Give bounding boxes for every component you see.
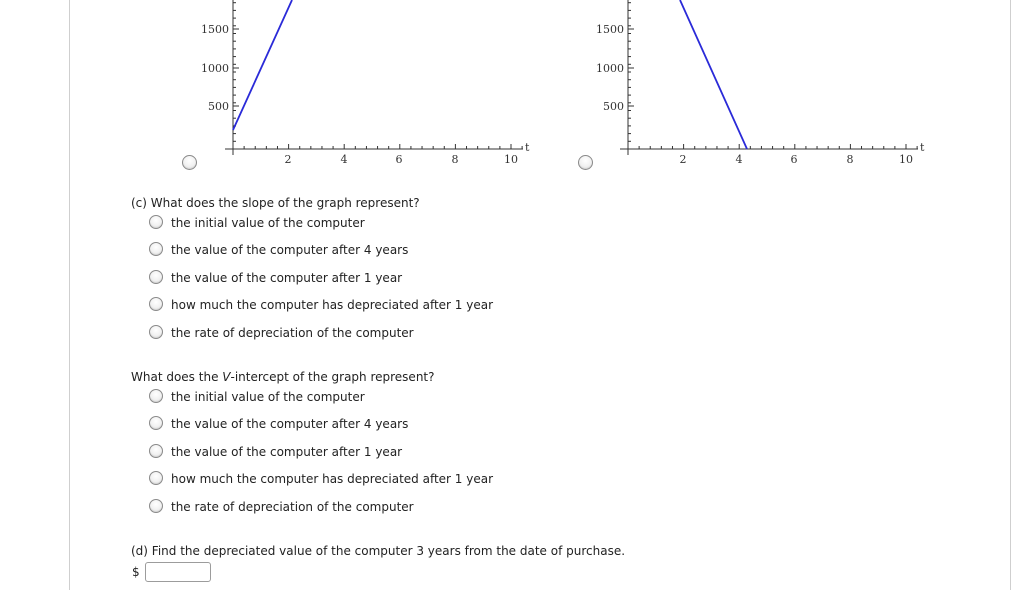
x-tick-label: 8 <box>846 153 854 166</box>
option-label: the value of the computer after 4 years <box>171 417 409 431</box>
y-tick-label: 500 <box>603 100 624 113</box>
question-text: -intercept of the graph represent? <box>230 370 435 384</box>
part-c-question: (c) What does the slope of the graph represent? <box>131 196 420 210</box>
x-tick-label: 10 <box>899 153 913 166</box>
y-tick-label: 1500 <box>201 23 229 36</box>
x-tick-label: 10 <box>504 153 518 166</box>
radio-button[interactable] <box>149 499 163 513</box>
radio-button[interactable] <box>149 389 163 403</box>
radio-button[interactable] <box>149 297 163 311</box>
option-label: the initial value of the computer <box>171 216 365 230</box>
x-tick-label: 6 <box>790 153 798 166</box>
x-tick-label: 4 <box>340 153 348 166</box>
option-label: how much the computer has depreciated after 1 year <box>171 298 494 312</box>
answer-input[interactable] <box>145 562 211 582</box>
option-label: the initial value of the computer <box>171 390 365 404</box>
depreciation-line <box>680 0 747 149</box>
x-tick-label: 6 <box>395 153 403 166</box>
option-label: the rate of depreciation of the computer <box>171 326 414 340</box>
graph-option-a <box>195 0 535 172</box>
x-axis-label: t <box>920 141 925 154</box>
radio-button[interactable] <box>149 215 163 229</box>
option-label: the value of the computer after 1 year <box>171 445 403 459</box>
y-tick-label: 1500 <box>596 23 624 36</box>
x-tick-label: 4 <box>735 153 743 166</box>
y-tick-label: 1000 <box>596 62 624 75</box>
radio-button[interactable] <box>149 270 163 284</box>
x-axis-label: t <box>525 141 530 154</box>
graph-a-radio[interactable] <box>182 155 197 170</box>
y-tick-label: 500 <box>208 100 229 113</box>
x-tick-label: 8 <box>451 153 459 166</box>
depreciation-line <box>233 0 292 130</box>
graph-b-radio[interactable] <box>578 155 593 170</box>
option-label: the value of the computer after 4 years <box>171 243 409 257</box>
part-d-question: (d) Find the depreciated value of the computer 3 years from the date of purchase. <box>131 544 626 558</box>
radio-button[interactable] <box>149 416 163 430</box>
radio-button[interactable] <box>149 325 163 339</box>
variable-v: V <box>222 370 231 384</box>
option-label: the rate of depreciation of the computer <box>171 500 414 514</box>
x-tick-label: 2 <box>284 153 292 166</box>
radio-button[interactable] <box>149 444 163 458</box>
option-label: the value of the computer after 1 year <box>171 271 403 285</box>
currency-symbol: $ <box>132 565 140 579</box>
x-tick-label: 2 <box>679 153 687 166</box>
option-label: how much the computer has depreciated after 1 year <box>171 472 494 486</box>
intercept-question <box>131 370 435 384</box>
y-tick-label: 1000 <box>201 62 229 75</box>
graph-option-b <box>590 0 930 172</box>
radio-button[interactable] <box>149 242 163 256</box>
radio-button[interactable] <box>149 471 163 485</box>
question-text: What does the <box>131 370 223 384</box>
